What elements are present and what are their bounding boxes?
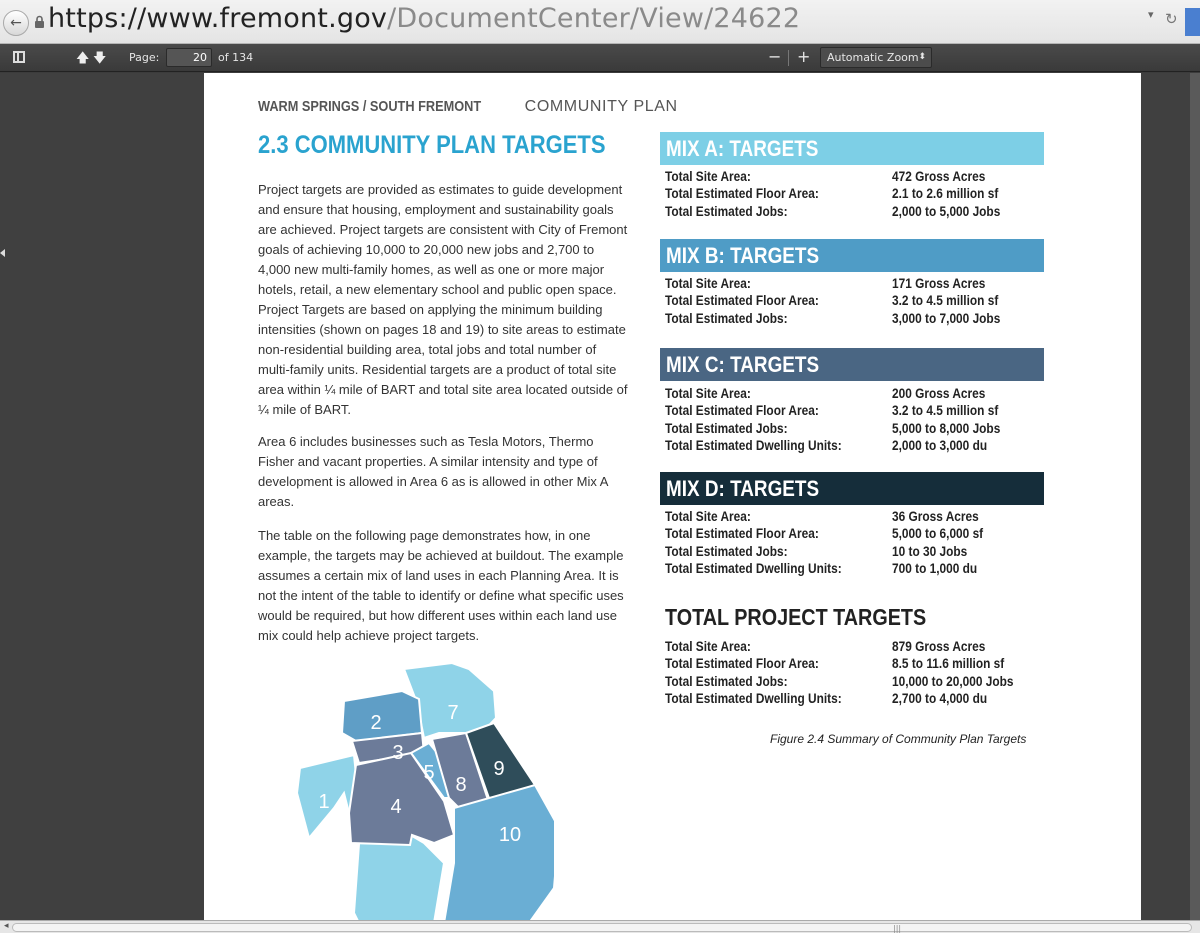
zoom-in-button[interactable]: + xyxy=(797,47,811,66)
target-label: Total Estimated Jobs: xyxy=(665,420,788,436)
figure-caption: Figure 2.4 Summary of Community Plan Targets xyxy=(770,732,1027,746)
zoom-value: Automatic Zoom xyxy=(827,51,919,64)
target-row xyxy=(665,292,1065,309)
target-row xyxy=(665,690,1065,707)
mix-c-header xyxy=(660,348,1044,381)
target-value: 3.2 to 4.5 million sf xyxy=(892,293,999,309)
target-row xyxy=(665,275,1065,292)
target-value: 700 to 1,000 du xyxy=(892,560,978,576)
lock-icon xyxy=(34,15,45,29)
previous-page-icon[interactable]: 🡅 xyxy=(76,51,90,66)
total-targets-title: TOTAL PROJECT TARGETS xyxy=(665,604,927,630)
target-row xyxy=(665,203,1065,220)
target-label: Total Estimated Jobs: xyxy=(665,203,788,219)
target-value: 36 Gross Acres xyxy=(892,509,979,524)
map-area-10 xyxy=(444,785,554,920)
target-value: 2,000 to 5,000 Jobs xyxy=(892,203,1001,219)
target-label: Total Estimated Dwelling Units: xyxy=(665,690,842,706)
horizontal-scrollbar[interactable] xyxy=(0,920,1200,933)
target-value: 2,000 to 3,000 du xyxy=(892,437,988,453)
target-row xyxy=(665,638,1065,655)
mix-c-title: MIX C: TARGETS xyxy=(666,352,820,377)
scrollbar-track[interactable] xyxy=(12,923,1192,932)
zoom-out-button[interactable]: − xyxy=(768,47,782,66)
page-label: Page: xyxy=(129,51,160,64)
scroll-left-icon[interactable]: ◂ xyxy=(4,921,9,931)
target-value: 3.2 to 4.5 million sf xyxy=(892,403,999,419)
target-label: Total Site Area: xyxy=(665,169,751,184)
url-field[interactable] xyxy=(48,3,800,34)
target-row xyxy=(665,437,1065,454)
vertical-scrollbar[interactable] xyxy=(1190,73,1200,920)
target-row xyxy=(665,673,1065,690)
reload-icon[interactable]: ↻ xyxy=(1165,10,1178,28)
collapse-arrow-icon[interactable] xyxy=(0,249,5,257)
target-row xyxy=(665,185,1065,202)
section-title: 2.3 COMMUNITY PLAN TARGETS xyxy=(258,131,606,159)
target-row xyxy=(665,508,1065,525)
target-value: 200 Gross Acres xyxy=(892,386,986,401)
back-arrow-icon[interactable]: ← xyxy=(3,10,29,36)
target-value: 8.5 to 11.6 million sf xyxy=(892,656,1005,672)
target-value: 10,000 to 20,000 Jobs xyxy=(892,673,1014,689)
target-row xyxy=(665,543,1065,560)
mix-b-title: MIX B: TARGETS xyxy=(666,243,820,268)
map-label-4: 4 xyxy=(390,796,402,818)
target-row xyxy=(665,385,1065,402)
mix-b-header xyxy=(660,239,1044,272)
target-value: 171 Gross Acres xyxy=(892,276,986,291)
planning-area-map xyxy=(294,663,554,920)
target-value: 3,000 to 7,000 Jobs xyxy=(892,310,1001,326)
target-label: Total Estimated Floor Area: xyxy=(665,656,819,672)
map-label-10: 10 xyxy=(498,824,522,846)
target-label: Total Estimated Jobs: xyxy=(665,673,788,689)
header-light: COMMUNITY PLAN xyxy=(524,98,678,115)
target-value: 879 Gross Acres xyxy=(892,639,986,654)
target-row xyxy=(665,560,1065,577)
pdf-page xyxy=(204,73,1141,920)
url-host: https://www.fremont.gov xyxy=(48,3,388,34)
target-label: Total Estimated Jobs: xyxy=(665,310,788,326)
next-page-icon[interactable]: 🡇 xyxy=(93,51,107,66)
paragraph-2: Area 6 includes businesses such as Tesla Motors, Thermo Fisher and vacant properties. A similar intensity and type of development is allowed in Area 6 as is allowed in other Mix A areas. xyxy=(258,434,608,509)
mix-a-header xyxy=(660,132,1044,165)
mix-c-rows xyxy=(665,385,1065,454)
target-row xyxy=(665,655,1065,672)
target-label: Total Site Area: xyxy=(665,639,751,654)
page-number-input[interactable]: 20 xyxy=(166,48,212,67)
target-label: Total Estimated Floor Area: xyxy=(665,526,819,542)
map-label-9: 9 xyxy=(493,758,505,780)
map-label-7: 7 xyxy=(447,702,459,724)
target-value: 5,000 to 8,000 Jobs xyxy=(892,420,1001,436)
target-value: 10 to 30 Jobs xyxy=(892,543,968,559)
target-label: Total Estimated Floor Area: xyxy=(665,293,819,309)
page-count: of 134 xyxy=(218,51,254,64)
zoom-select[interactable] xyxy=(820,47,932,68)
target-label: Total Estimated Dwelling Units: xyxy=(665,437,842,453)
target-row xyxy=(665,402,1065,419)
target-value: 5,000 to 6,000 sf xyxy=(892,526,984,542)
map-label-5: 5 xyxy=(423,762,435,784)
target-row xyxy=(665,420,1065,437)
paragraph-3: The table on the following page demonstrates how, in one example, the targets may be achieved at buildout. The example assumes a certain mix of land uses in each Planning Area. It is not the intent of the table to identify or define what specific uses would be required, but how different uses within each land use mix could help achieve project targets. xyxy=(258,528,624,643)
target-label: Total Estimated Floor Area: xyxy=(665,186,819,202)
target-value: 2,700 to 4,000 du xyxy=(892,690,988,706)
target-row xyxy=(665,310,1065,327)
target-label: Total Estimated Jobs: xyxy=(665,543,788,559)
scrollbar-grip-icon[interactable]: ||| xyxy=(893,924,902,933)
pdf-toolbar xyxy=(0,44,1200,72)
header-bold: WARM SPRINGS / SOUTH FREMONT xyxy=(258,98,482,115)
target-label: Total Site Area: xyxy=(665,509,751,524)
target-row xyxy=(665,168,1065,185)
map-label-1: 1 xyxy=(318,791,330,813)
mix-d-header xyxy=(660,472,1044,505)
target-value: 472 Gross Acres xyxy=(892,169,986,184)
target-label: Total Estimated Floor Area: xyxy=(665,403,819,419)
target-row xyxy=(665,525,1065,542)
mix-a-title: MIX A: TARGETS xyxy=(666,136,819,161)
select-caret-icon: ⬍ xyxy=(918,52,926,62)
map-label-2: 2 xyxy=(370,712,382,734)
target-value: 2.1 to 2.6 million sf xyxy=(892,186,999,202)
pdf-viewer[interactable] xyxy=(0,73,1200,920)
target-label: Total Site Area: xyxy=(665,276,751,291)
dropdown-arrow-icon[interactable]: ▾ xyxy=(1148,8,1154,21)
extension-icon[interactable] xyxy=(1185,8,1200,36)
mix-d-rows xyxy=(665,508,1065,577)
target-label: Total Site Area: xyxy=(665,386,751,401)
mix-b-rows xyxy=(665,275,1065,327)
browser-url-bar xyxy=(0,0,1200,44)
mix-d-title: MIX D: TARGETS xyxy=(666,476,820,501)
mix-a-rows xyxy=(665,168,1065,220)
map-label-3: 3 xyxy=(392,742,404,764)
target-label: Total Estimated Dwelling Units: xyxy=(665,560,842,576)
document-header xyxy=(258,98,678,116)
paragraph-1: Project targets are provided as estimates to guide development and ensure that housing, employment and sustainability goals are achieved. Project targets are consistent with City of Fremont goals of achieving 10,000 to 20,000 new jobs and 2,700 to 4,000 new multi-family homes, as well as one or more major hotels, retail, a new elementary school and public open space. Project Targets are based on applying the minimum building intensities (shown on pages 18 and 19) to site areas to estimate non-residential building area, total jobs and total number of multi-family units. Residential targets are a product of total site area within ¼ mile of BART and total site area located outside of ¼ mile of BART. xyxy=(258,182,628,417)
toolbar-separator xyxy=(788,50,789,66)
url-path: /DocumentCenter/View/24622 xyxy=(387,3,801,34)
map-label-8: 8 xyxy=(455,774,467,796)
sidebar-toggle-icon[interactable] xyxy=(13,51,25,63)
total-rows xyxy=(665,638,1065,707)
